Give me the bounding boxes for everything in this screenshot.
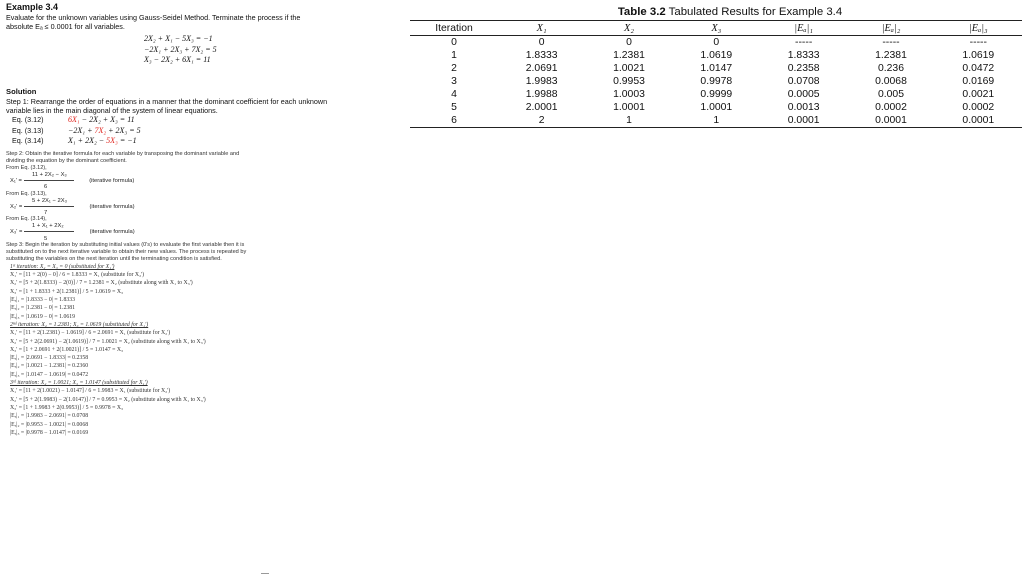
iteration-step: X₃' = [1 + 1.9983 + 2(0.9953)] / 5 = 0.9978 = X₃ [10, 404, 124, 411]
table-cell: 0.0002 [875, 101, 907, 113]
table-cell: 0.236 [877, 62, 904, 74]
table-row [410, 49, 1022, 62]
table-cell: 1 [673, 114, 760, 128]
column-header: |Eₐ|₃ [935, 21, 1022, 36]
results-table-panel [410, 6, 1022, 128]
dominant-term: 7X₂ [94, 125, 107, 135]
table-cell: 0.0002 [962, 101, 995, 113]
table-cell: 1.2381 [613, 49, 645, 61]
iteration-step: X₂' = [5 + 2(1.9983) − 2(1.0147)] / 7 = 0.9953 = X₂ (substitute along with X₁ to X₃') [10, 396, 206, 403]
dominant-term: 6X₁ [68, 115, 80, 125]
table-cell: 1.0003 [613, 88, 645, 100]
table-cell: 1 [451, 49, 457, 61]
iteration-step: |Eₐ|₃ = |1.0147 − 1.0619| = 0.0472 [10, 371, 89, 378]
table-cell: 2 [498, 114, 585, 128]
iteration-step: X₁' = [11 + 2(1.2381) − 1.0619] / 6 = 2.0691 = X₁ (substitute for X₂') [10, 330, 171, 337]
table-cell: 0.0013 [787, 101, 820, 113]
rearranged-eq-3-12: Eq. (3.12) 6X₁ − 2X₂ + X₃ = 11 [12, 115, 135, 125]
table-cell: 1.0001 [613, 101, 645, 113]
table-cell: 1.0001 [700, 101, 733, 113]
iteration-step: X₃' = [1 + 1.8333 + 2(1.2381)] / 5 = 1.0619 = X₃ [10, 288, 124, 295]
table-row [410, 101, 1022, 114]
column-header: X₃ [673, 21, 760, 36]
table-body [410, 36, 1022, 128]
table-cell: 1.8333 [525, 49, 558, 61]
table-cell: 0.0472 [962, 62, 995, 74]
table-cell: 0.0169 [962, 75, 995, 87]
table-cell: 0 [713, 36, 720, 48]
table-cell: ----- [969, 36, 987, 48]
eq-label: Eq. (3.14) [12, 135, 44, 145]
problem-statement-line-2: absolute Eₐ ≤ 0.0001 for all variables. [6, 22, 125, 32]
example-title: Example 3.4 [6, 2, 59, 12]
formula-3-denominator: 5 [44, 235, 48, 242]
table-cell: 1.8333 [787, 49, 820, 61]
table-cell: 1.0619 [700, 49, 733, 61]
table-row [410, 88, 1022, 101]
table-cell: 1.9988 [525, 88, 558, 100]
table-header-row [410, 21, 1022, 36]
iteration-step: |Eₐ|₁ = |1.9983 − 2.0691| = 0.0708 [10, 413, 89, 420]
table-cell: 1.0147 [700, 62, 733, 74]
table-cell: 0.0005 [787, 88, 820, 100]
table-cell: 2.0691 [525, 62, 558, 74]
table-cell: ----- [882, 36, 900, 48]
iteration-step: X₃' = [1 + 2.0691 + 2(1.0021)] / 5 = 1.0147 = X₃ [10, 346, 124, 353]
iteration-step: |Eₐ|₃ = |1.0619 − 0| = 1.0619 [10, 313, 76, 320]
formula-1-line: X₁' = (iterative formula) [10, 178, 135, 185]
iteration-step: |Eₐ|₂ = |1.0021 − 1.2381| = 0.2360 [10, 363, 89, 370]
formula-3-line: X₃' = (iterative formula) [10, 229, 135, 236]
results-table [410, 20, 1022, 128]
column-header: X₂ [585, 21, 672, 36]
table-cell: 5 [451, 101, 457, 113]
table-cell: 1.0021 [613, 62, 645, 74]
step2-line-1: Step 2: Obtain the iterative formula for each variable by transposing the dominant variable and [6, 151, 240, 158]
formula-1-denominator: 6 [44, 184, 48, 191]
table-cell: 0.0708 [787, 75, 820, 87]
table-cell: ----- [794, 36, 813, 48]
table-cell: 6 [410, 114, 498, 128]
iteration-heading: 2ⁿᵈ iteration: X₂ = 1.2381; X₃ = 1.0619 (substituted for X₁') [10, 321, 149, 328]
formula-2-numerator: 5 + 2X₁ − 2X₃ [32, 197, 67, 204]
table-cell: 0.0068 [875, 75, 907, 87]
equation-3: X₃ − 2X₂ + 6X₁ = 11 [144, 54, 211, 64]
dominant-term: 5X₃ [106, 135, 118, 145]
page-mark [261, 573, 269, 574]
rearranged-eq-3-14: Eq. (3.14) X₁ + 2X₂ − 5X₃ = −1 [12, 135, 137, 145]
step3-line-1: Step 3: Begin the iteration by substituting initial values (0's) to evaluate the first variable then it is [6, 241, 245, 248]
from-eq-3-12: From Eq. (3.12), [6, 165, 47, 172]
table-row [410, 62, 1022, 75]
table-cell: 0.9978 [700, 75, 733, 87]
problem-statement-line-1: Evaluate for the unknown variables using Gauss-Seidel Method. Terminate the process if the [6, 13, 301, 22]
formula-2-line: X₂' = (iterative formula) [10, 203, 135, 210]
iteration-step: |Eₐ|₁ = |1.8333 − 0| = 1.8333 [10, 297, 76, 304]
iteration-heading: 3ʳᵈ iteration: X₂ = 1.0021; X₃ = 1.0147 (substituted for X₁') [10, 380, 148, 387]
equation-1: 2X₂ + X₁ − 5X₃ = −1 [144, 34, 213, 44]
from-eq-3-14: From Eq. (3.14), [6, 216, 47, 223]
table-cell: 2.0001 [525, 101, 558, 113]
table-row [410, 75, 1022, 88]
table-cell: 0 [538, 36, 545, 48]
column-header: X₁ [498, 21, 585, 36]
table-cell: 0.005 [877, 88, 904, 100]
iteration-step: X₂' = [5 + 2(1.8333) − 2(0)] / 7 = 1.2381 = X₂ (substitute along with X₁ to X₃') [10, 280, 193, 287]
column-header: Iteration [410, 21, 498, 36]
formula-1-numerator: 11 + 2X₂ − X₃ [32, 172, 67, 179]
step1-line-1: Step 1: Rearrange the order of equations in a manner that the dominant coefficient for each unknown [6, 97, 328, 107]
table-row [410, 114, 1022, 128]
from-eq-3-13: From Eq. (3.13), [6, 190, 47, 197]
iteration-work [6, 263, 402, 437]
table-cell: 0.0021 [962, 88, 995, 100]
table-cell: 1.2381 [875, 49, 907, 61]
step3-line-3: substituting the variables on the next iteration until the terminating condition is satisfied. [6, 255, 222, 262]
solution-heading: Solution [6, 87, 37, 97]
table-row [410, 36, 1022, 50]
column-header: |Eₐ|₁ [760, 21, 847, 36]
table-cell: 0.9953 [613, 75, 645, 87]
step1-line-2: variable lies in the main diagonal of the system of linear equations. [6, 106, 218, 116]
iteration-step: |Eₐ|₃ = |0.9978 − 1.0147| = 0.0169 [10, 429, 89, 436]
iteration-step: |Eₐ|₂ = |1.2381 − 0| = 1.2381 [10, 305, 76, 312]
table-cell: 1.9983 [525, 75, 558, 87]
step2-line-2: dividing the equation by the dominant coefficient. [6, 158, 127, 165]
table-cell: 3 [451, 75, 457, 87]
eq-label: Eq. (3.13) [12, 125, 44, 135]
solution-document [6, 2, 402, 576]
table-cell: 0.0001 [760, 114, 847, 128]
iteration-step: X₁' = [11 + 2(1.0021) − 1.0147] / 6 = 1.9983 = X₁ (substitute for X₂') [10, 388, 171, 395]
table-cell: 0 [451, 36, 457, 48]
iteration-step: |Eₐ|₂ = |0.9953 − 1.0021| = 0.0068 [10, 421, 89, 428]
rearranged-eq-3-13: Eq. (3.13) −2X₁ + 7X₂ + 2X₃ = 5 [12, 125, 141, 135]
table-cell: 1 [585, 114, 672, 128]
table-cell: 0.2358 [787, 62, 820, 74]
table-cell: 1.0619 [962, 49, 995, 61]
iteration-step: |Eₐ|₁ = |2.0691 − 1.8333| = 0.2358 [10, 355, 89, 362]
formula-3-numerator: 1 + X₁ + 2X₂ [32, 223, 64, 230]
table-cell: 0.0001 [847, 114, 934, 128]
table-cell: 0.0001 [935, 114, 1022, 128]
column-header: |Eₐ|₂ [847, 21, 934, 36]
table-caption: Table 3.2 Tabulated Results for Example 3.4 [617, 6, 843, 18]
table-cell: 0 [626, 36, 632, 48]
table-cell: 0.9999 [700, 88, 733, 100]
formula-2-denominator: 7 [44, 210, 48, 217]
equation-2: −2X₁ + 2X₃ + 7X₂ = 5 [144, 44, 217, 54]
iteration-step: X₂' = [5 + 2(2.0691) − 2(1.0619)] / 7 = 1.0021 = X₂ (substitute along with X₁ to X₃') [10, 338, 206, 345]
table-cell: 4 [451, 88, 457, 100]
table-cell: 2 [451, 62, 457, 74]
iteration-heading: 1ˢᵗ iteration: X₂ = X₃ = 0 (substituted for X₁') [10, 263, 115, 270]
equation-system [144, 34, 402, 65]
eq-label: Eq. (3.12) [12, 115, 44, 125]
iteration-step: X₁' = [11 + 2(0) − 0] / 6 = 1.8333 = X₁ (substitute for X₂') [10, 272, 145, 279]
step3-line-2: substituted on to the next iterative variable to obtain their new values. The process is repeated by [6, 248, 247, 255]
